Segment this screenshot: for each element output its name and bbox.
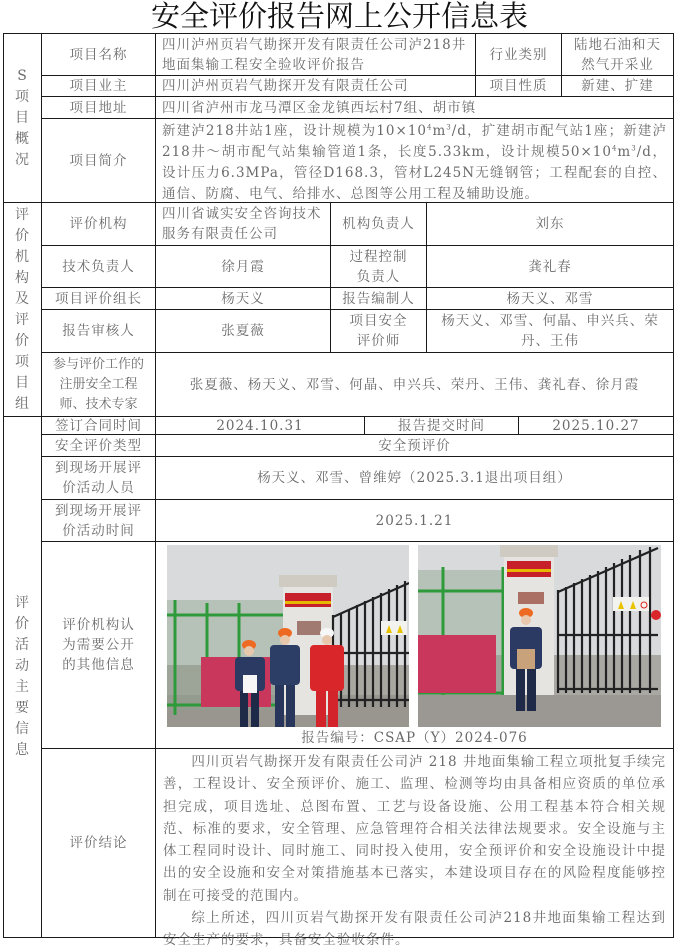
label-char: 评 xyxy=(15,206,30,223)
label-char: 项 xyxy=(15,353,30,370)
org-head-label: 机构负责人 xyxy=(330,202,427,246)
site-photo-1-image xyxy=(167,545,409,727)
site-photo-1 xyxy=(167,545,409,727)
label-char: 目 xyxy=(15,374,30,391)
intro-text: m xyxy=(617,144,632,160)
conclusion-paragraph-1: 四川页岩气勘探开发有限责任公司泸 218 井地面集输工程立项批复手续完善，工程设计、安全预评价、施工、监理、检测等均由具备相应资质的单位承担完成，项目选址、总图布置、工艺与设备设施、公用工程基本符合相关规范、标准的要求，安全管理、应急管理符合相关法律法规要求。安全设施与主体工程同时设计、同时施工、同时投入使用，安全预评价和安全设施设计中提出的安全设施和安全对策措施基本已落实，本建设项目存在的风险程度能够控制在可接受的范围内。 xyxy=(163,754,666,904)
eval-type-label: 安全评价类型 xyxy=(41,434,156,457)
contract-date-label: 签订合同时间 xyxy=(41,416,156,435)
experts-value: 张夏薇、杨天义、邓雪、何晶、申兴兵、荣丹、王伟、龚礼春、徐月霞 xyxy=(155,352,674,417)
page-title: 安全评价报告网上公开信息表 xyxy=(150,0,528,33)
label-char: 项 xyxy=(15,88,30,105)
site-photo-2-image xyxy=(418,545,661,727)
address-label: 项目地址 xyxy=(41,96,156,119)
project-name-value: 四川泸州页岩气勘探开发有限责任公司泸218井地面集输工程安全验收评价报告 xyxy=(155,33,476,76)
label-char: 评 xyxy=(15,311,30,328)
label-char: 价 xyxy=(15,227,30,244)
industry-value: 陆地石油和天然气开采业 xyxy=(561,33,674,76)
label-char: 况 xyxy=(15,151,30,168)
label-char: 组 xyxy=(15,395,30,412)
nature-label: 项目性质 xyxy=(475,75,562,97)
label-char: 评 xyxy=(15,595,30,611)
label-char: 信 xyxy=(15,721,30,737)
owner-label: 项目业主 xyxy=(41,75,156,97)
section-evaluation-org-label xyxy=(3,202,42,417)
label-char: 概 xyxy=(15,130,30,147)
tech-head-label: 技术负责人 xyxy=(41,245,156,288)
conclusion-paragraph-2: 综上所述，四川页岩气勘探开发有限责任公司泸218井地面集输工程达到安全生产的要求，具备安全验收条件。 xyxy=(163,910,666,949)
conclusion-label: 评价结论 xyxy=(41,748,156,938)
site-photo-2 xyxy=(418,545,661,727)
intro-sup: 4 xyxy=(427,123,433,132)
other-info-label: 评价机构认为需要公开的其他信息 xyxy=(41,541,156,749)
submit-date-label: 报告提交时间 xyxy=(364,416,519,435)
evaluators-label: 项目安全评价师 xyxy=(330,309,427,353)
section-project-overview-label xyxy=(3,33,42,203)
intro-text: m xyxy=(432,123,447,139)
onsite-staff-value: 杨天义、邓雪、曾维婷（2025.3.1退出项目组） xyxy=(155,456,674,500)
section-evaluation-activity-label xyxy=(3,416,42,938)
onsite-staff-label: 到现场开展评价活动人员 xyxy=(41,456,156,500)
onsite-date-label: 到现场开展评价活动时间 xyxy=(41,499,156,542)
intro-text: /d，扩建胡市配气站1座；新建泸218井～胡市配气站集输管道1条，长度5.33km，设计规模50×10 xyxy=(162,123,667,160)
project-name-label: 项目名称 xyxy=(41,33,156,76)
evaluators-value: 杨天义、邓雪、何晶、申兴兵、荣丹、王伟 xyxy=(426,309,674,353)
process-head-label: 过程控制负责人 xyxy=(330,245,427,288)
contract-date-value: 2024.10.31 xyxy=(155,416,365,435)
intro-sup: 3 xyxy=(631,144,637,153)
org-value: 四川省诚实安全咨询技术服务有限责任公司 xyxy=(155,202,331,246)
label-char: 主 xyxy=(15,679,30,695)
compiler-value: 杨天义、邓雪 xyxy=(426,287,674,310)
label-char: 机 xyxy=(15,248,30,265)
label-char: 要 xyxy=(15,700,30,716)
process-head-value: 龚礼春 xyxy=(426,245,674,288)
label-char: 构 xyxy=(15,269,30,286)
team-lead-label: 项目评价组长 xyxy=(41,287,156,310)
other-info-photos xyxy=(155,541,674,749)
address-value: 四川省泸州市龙马潭区金龙镇西坛村7组、胡市镇 xyxy=(155,96,674,119)
intro-sup: 3 xyxy=(446,123,452,132)
onsite-date-value: 2025.1.21 xyxy=(155,499,674,542)
intro-sup: 4 xyxy=(611,144,618,153)
report-number: 报告编号：CSAP（Y）2024-076 xyxy=(301,730,528,746)
conclusion-value xyxy=(155,748,674,949)
label-char: 价 xyxy=(15,616,30,632)
owner-value: 四川泸州页岩气勘探开发有限责任公司 xyxy=(155,75,476,97)
label-char: 动 xyxy=(15,658,30,674)
eval-type-value: 安全预评价 xyxy=(155,434,674,457)
compiler-label: 报告编制人 xyxy=(330,287,427,310)
label-char: S xyxy=(17,67,28,84)
industry-label: 行业类别 xyxy=(475,33,562,76)
label-char: 及 xyxy=(15,290,30,307)
intro-text: 新建泸218井站1座，设计规模为10×10 xyxy=(162,123,427,139)
submit-date-value: 2025.10.27 xyxy=(518,416,674,435)
intro-text: /d，设计压力6.3MPa，管径D168.3，管材L245N无缝钢管；工程配套的自控、通信、防腐、电气、给排水、总图等公用工程及辅助设施。 xyxy=(162,144,667,202)
experts-label: 参与评价工作的注册安全工程师、技术专家 xyxy=(41,352,156,417)
intro-value xyxy=(155,118,674,203)
team-lead-value: 杨天义 xyxy=(155,287,331,310)
reviewer-value: 张夏薇 xyxy=(155,309,331,353)
intro-label: 项目简介 xyxy=(41,118,156,203)
tech-head-value: 徐月霞 xyxy=(155,245,331,288)
reviewer-label: 报告审核人 xyxy=(41,309,156,353)
label-char: 活 xyxy=(15,637,30,653)
nature-value: 新建、扩建 xyxy=(561,75,674,97)
label-char: 目 xyxy=(15,109,30,126)
label-char: 息 xyxy=(15,742,30,758)
label-char: 价 xyxy=(15,332,30,349)
org-label: 评价机构 xyxy=(41,202,156,246)
org-head-value: 刘东 xyxy=(426,202,674,246)
